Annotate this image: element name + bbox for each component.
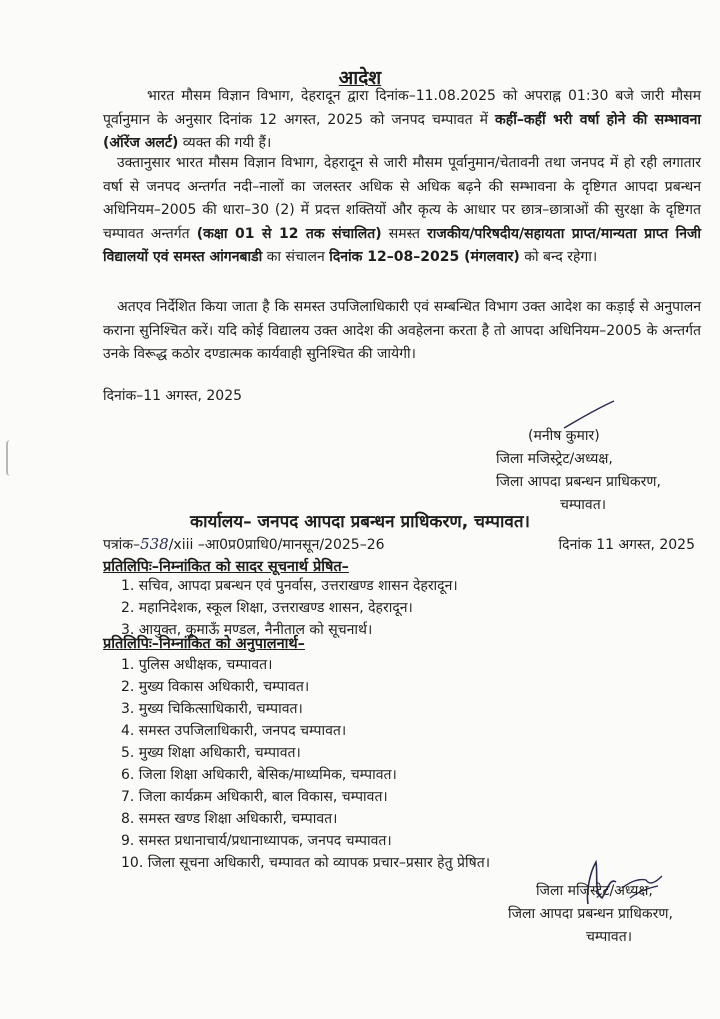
reference-date: दिनांक 11 अगस्त, 2025	[558, 537, 695, 553]
copy-info-heading: प्रतिलिपिः–निम्नांकित को सादर सूचनार्थ प्रेषित–	[103, 559, 349, 575]
paragraph-order	[103, 152, 701, 270]
signatory-designation: जिला मजिस्ट्रेट/अध्यक्ष,	[536, 883, 653, 899]
order-text-3: का संचालन	[262, 249, 330, 265]
page-edge-mark	[6, 440, 18, 476]
list-item: 3. आयुक्त, कुमाऊँ मण्डल, नैनीताल को सूचनार्थ।	[121, 622, 373, 638]
signatory-designation: जिला मजिस्ट्रेट/अध्यक्ष,	[496, 451, 613, 467]
list-item: 9. समस्त प्रधानाचार्य/प्रधानाध्यापक, जनपद चम्पावत।	[121, 833, 392, 849]
list-item: 1. पुलिस अधीक्षक, चम्पावत।	[121, 657, 273, 673]
list-item: 1. सचिव, आपदा प्रबन्धन एवं पुनर्वास, उत्तराखण्ड शासन देहरादून।	[121, 578, 458, 594]
signature-block-bottom	[508, 880, 708, 949]
forecast-text: भारत मौसम विज्ञान विभाग, देहरादून द्वारा दिनांक–11.08.2025 को अपराह्न 01:30 बजे जारी मौसम पूर्वानुमान के अनुसार दिनांक 12 अगस्त, 2025 को जनपद चम्पावत में	[103, 88, 701, 128]
list-item: 10. जिला सूचना अधिकारी, चम्पावत को व्यापक प्रचार–प्रसार हेतु प्रेषित।	[121, 855, 490, 871]
paragraph-forecast	[103, 85, 701, 156]
order-institutions-text: राजकीय/परिषदीय/सहायता प्राप्त/मान्यता प्राप्त निजी विद्यालयों एवं समस्त आंगनबाडी	[103, 225, 702, 265]
order-text-2: समस्त	[381, 225, 428, 242]
signatory-authority: जिला आपदा प्रबन्धन प्राधिकरण,	[508, 906, 673, 922]
list-item: 2. महानिदेशक, स्कूल शिक्षा, उत्तराखण्ड शासन, देहरादून।	[121, 600, 413, 616]
reference-suffix: /xiii –आ0प्र0प्राधि0/मानसून/2025–26	[168, 537, 385, 553]
document-title: आदेश	[338, 67, 382, 89]
reference-handwritten-number: 538	[140, 535, 169, 553]
list-item: 8. समस्त खण्ड शिक्षा अधिकारी, चम्पावत।	[121, 811, 338, 827]
list-item: 5. मुख्य शिक्षा अधिकारी, चम्पावत।	[121, 745, 301, 761]
copy-compliance-heading: प्रतिलिपिः–निम्नांकित को अनुपालनार्थ–	[103, 636, 305, 652]
copy-info-list	[121, 575, 458, 641]
copy-compliance-list	[121, 654, 490, 874]
reference-number	[103, 535, 385, 554]
signatory-place: चम्पावत।	[586, 929, 633, 945]
order-closure-date: दिनांक 12–08–2025 (मंगलवार)	[329, 249, 520, 265]
signature-block-top	[496, 425, 706, 517]
order-text: उक्तानुसार भारत मौसम विज्ञान विभाग, देहरादून से जारी मौसम पूर्वानुमान/चेतावनी तथा जनपद में हो रही लगातार वर्षा से जनपद अन्तर्गत नदी–नालों का जलस्तर अधिक से अधिक बढ़ने की सम्भावना के दृष्टिगत आपदा प्रबन्धन अधिनियम–2005 की धारा–30 (2) में प्रदत्त शक्तियों और कृत्य के आधार पर छात्र–छात्राओं की सुरक्षा के दृष्टिगत चम्पावत अन्तर्गत	[103, 155, 701, 242]
list-item: 4. समस्त उपजिलाधिकारी, जनपद चम्पावत।	[121, 723, 347, 739]
order-text-end: को बन्द रहेगा।	[519, 249, 598, 265]
forecast-alert-text: कहीं–कहीं भरी वर्षा होने की सम्भावना (ऑरेंज अलर्ट)	[103, 111, 701, 151]
list-item: 2. मुख्य विकास अधिकारी, चम्पावत।	[121, 679, 310, 695]
signatory-name: (मनीष कुमार)	[528, 428, 600, 444]
list-item: 6. जिला शिक्षा अधिकारी, बेसिक/माध्यमिक, चम्पावत।	[121, 767, 397, 783]
order-date: दिनांक–11 अगस्त, 2025	[103, 388, 243, 404]
list-item: 3. मुख्य चिकित्साधिकारी, चम्पावत।	[121, 701, 303, 717]
signatory-authority: जिला आपदा प्रबन्धन प्राधिकरण,	[496, 474, 661, 490]
reference-prefix: पत्रांक–	[103, 537, 141, 553]
order-classes-text: (कक्षा 01 से 12 तक संचालित)	[196, 225, 382, 242]
forecast-text-end: व्यक्त की गयी हैं।	[178, 135, 272, 151]
list-item: 7. जिला कार्यक्रम अधिकारी, बाल विकास, चम्पावत।	[121, 789, 388, 805]
signatory-place: चम्पावत।	[560, 497, 607, 513]
paragraph-directive: अतएव निर्देशित किया जाता है कि समस्त उपजिलाधिकारी एवं सम्बन्धित विभाग उक्त आदेश का कड़ाई से अनुपालन कराना सुनिश्चित करें। यदि कोई विद्यालय उक्त आदेश की अवहेलना करता है तो आपदा अधिनियम–2005 के अन्तर्गत उनके विरूद्ध कठोर दण्डात्मक कार्यवाही सुनिश्चित की जायेगी।	[103, 299, 701, 362]
office-heading: कार्यालय– जनपद आपदा प्रबन्धन प्राधिकरण, चम्पावत।	[190, 512, 530, 532]
